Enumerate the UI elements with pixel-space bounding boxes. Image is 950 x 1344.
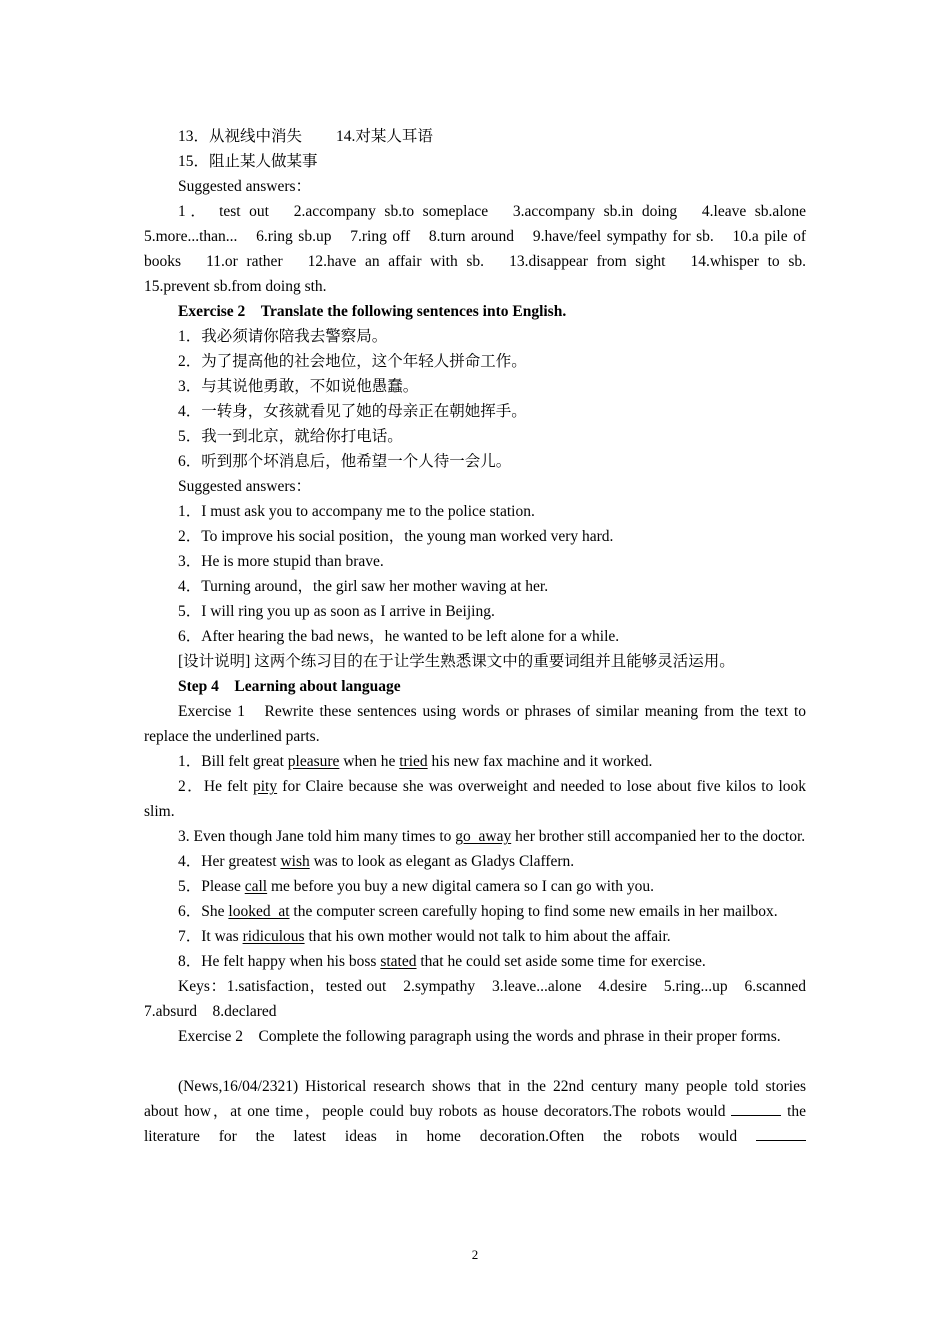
underlined-word: wish <box>280 853 310 870</box>
underlined-word: pleasure <box>287 753 340 770</box>
rewrite-sentence-8: 8．He felt happy when his boss stated that he could set aside some time for exercise. <box>178 953 706 970</box>
step4-exercise2-intro: Exercise 2 Complete the following paragraph using the words and phrase in their proper forms. <box>178 1028 781 1045</box>
translation-answer: 2．To improve his social position，the young man worked very hard. <box>178 528 614 545</box>
suggested-answers-vocab: 1． test out 2.accompany sb.to someplace 3.accompany sb.in doing 4.leave sb.alone 5.more...than... 6.ring sb.up 7.ring off 8.turn around 9.have/feel sympathy for sb. 10.a pile of books 11.or rather 12.have an affair with sb. 13.disappear from sight 14.whisper to sb. 15.prevent sb.from doing sth. <box>144 203 822 295</box>
document-page <box>144 124 822 1149</box>
exercise2-title: Exercise 2 Translate the following sentences into English. <box>178 303 567 320</box>
underlined-word: ridiculous <box>242 928 305 945</box>
translation-answer: 3．He is more stupid than brave. <box>178 553 384 570</box>
translation-answer: 6．After hearing the bad news，he wanted to be left alone for a while. <box>178 628 620 645</box>
rewrite-sentence-7: 7．It was ridiculous that his own mother would not talk to him about the affair. <box>178 928 671 945</box>
fill-blank[interactable] <box>731 1101 781 1116</box>
translation-answer: 4．Turning around，the girl saw her mother waving at her. <box>178 578 549 595</box>
blank-line <box>144 1049 806 1074</box>
translate-item: 3．与其说他勇敢，不如说他愚蠢。 <box>178 378 419 395</box>
translate-item: 5．我一到北京，就给你打电话。 <box>178 428 403 445</box>
rewrite-sentence-4: 4．Her greatest wish was to look as elegant as Gladys Claffern. <box>178 853 575 870</box>
rewrite-sentence-5: 5．Please call me before you buy a new digital camera so I can go with you. <box>178 878 655 895</box>
suggested-answers-label: Suggested answers： <box>178 178 312 195</box>
keys: Keys：1.satisfaction，tested out 2.sympathy 3.leave...alone 4.desire 5.ring...up 6.scanned 7.absurd 8.declared <box>144 978 822 1020</box>
underlined-word: tried <box>399 753 428 770</box>
underlined-word: go away <box>455 828 512 845</box>
translate-item: 2．为了提高他的社会地位，这个年轻人拼命工作。 <box>178 353 527 370</box>
vocab-item-14: 14.对某人耳语 <box>336 128 433 145</box>
translate-item: 6．听到那个坏消息后，他希望一个人待一会儿。 <box>178 453 512 470</box>
step4-exercise1-intro: Exercise 1 Rewrite these sentences using words or phrases of similar meaning from the text to replace the underlined parts. <box>144 703 806 745</box>
underlined-word: looked at <box>228 903 290 920</box>
vocab-item-13: 13．从视线中消失 <box>178 128 303 145</box>
news-paragraph: (News,16/04/2321) Historical research shows that in the 22nd century many people told stories about how，at one time，people could buy robots as house decorators.The robots would the literature for the latest ideas in home decoration.Often the robots would <box>144 1078 807 1145</box>
vocab-line-13-14 <box>144 124 806 149</box>
rewrite-sentence-3: 3. Even though Jane told him many times to go away her brother still accompanied her to the doctor. <box>178 828 806 845</box>
design-note: [设计说明] 这两个练习目的在于让学生熟悉课文中的重要词组并且能够灵活运用。 <box>178 653 735 670</box>
step4-title: Step 4 Learning about language <box>178 678 401 695</box>
suggested-answers-label: Suggested answers： <box>178 478 312 495</box>
underlined-word: pity <box>252 778 278 795</box>
rewrite-sentence-2: 2．He felt pity for Claire because she was overweight and needed to lose about five kilos to look slim. <box>144 778 806 820</box>
vocab-item-15: 15．阻止某人做某事 <box>178 153 318 170</box>
translate-item: 4．一转身，女孩就看见了她的母亲正在朝她挥手。 <box>178 403 527 420</box>
rewrite-sentence-6: 6．She looked at the computer screen carefully hoping to find some new emails in her mailbox. <box>178 903 778 920</box>
translate-item: 1．我必须请你陪我去警察局。 <box>178 328 388 345</box>
fill-blank[interactable] <box>756 1126 806 1141</box>
page-number: 2 <box>471 1247 479 1262</box>
underlined-word: call <box>244 878 268 895</box>
translation-answer: 5．I will ring you up as soon as I arrive in Beijing. <box>178 603 495 620</box>
underlined-word: stated <box>380 953 417 970</box>
translation-answer: 1．I must ask you to accompany me to the police station. <box>178 503 535 520</box>
rewrite-sentence-1: 1．Bill felt great pleasure when he tried his new fax machine and it worked. <box>178 753 653 770</box>
